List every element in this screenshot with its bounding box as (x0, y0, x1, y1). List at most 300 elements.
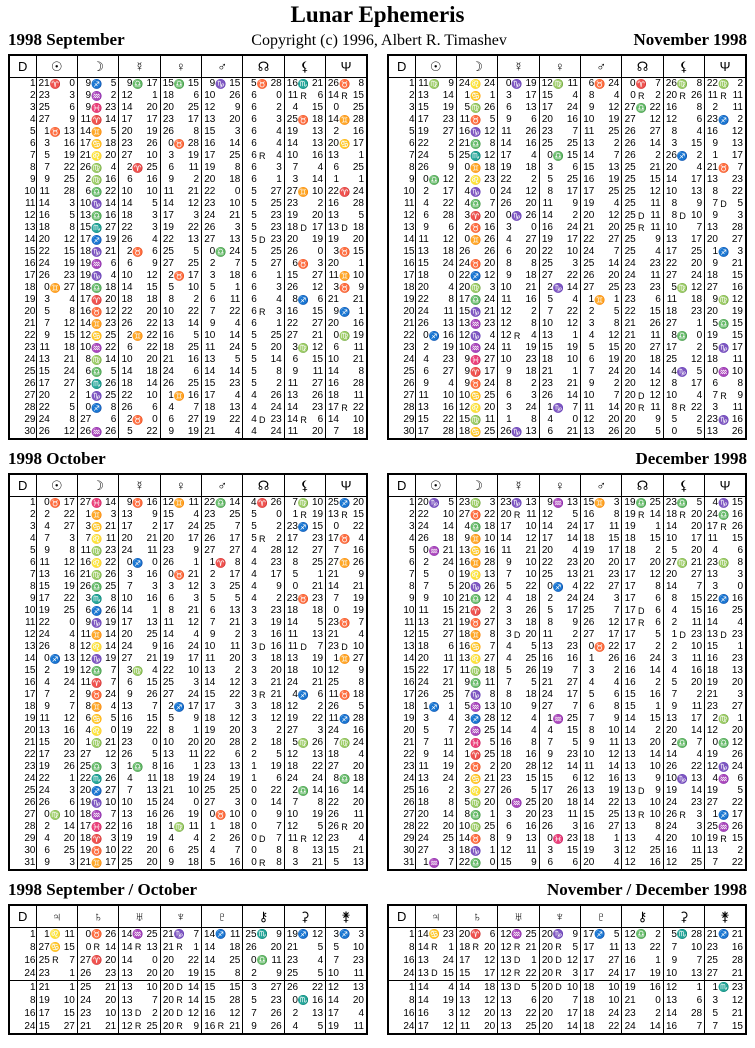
lilith-cell: 26 22 (663, 761, 704, 773)
lilith-cell: 18 10 (284, 665, 325, 677)
node-cell: 0 22 (243, 785, 284, 797)
day-cell: 20 (403, 725, 415, 736)
sun-icon: ☉ (415, 55, 456, 78)
jupiter-icon: ♃ (415, 905, 456, 928)
sun-cell: 9 15 (36, 330, 77, 342)
lilith-cell: 3 ♍ 12 (284, 342, 325, 354)
lilith-cell: 3 15 (663, 138, 704, 150)
lilith-cell: 0 5 (663, 426, 704, 439)
sun-cell: 13 16 (36, 569, 77, 581)
lilith-cell: 14 23 (284, 402, 325, 414)
day-cell: 27 (403, 390, 415, 401)
selena-cell: 4 ♑ 15 (705, 497, 746, 510)
mercury-cell: 26 6 (119, 402, 160, 414)
sep-oct-outer-planets-table (8, 904, 368, 1035)
neptune-cell: 20 ♑ 9 (539, 928, 580, 942)
day-row (9, 981, 367, 995)
day-row (9, 234, 367, 246)
lilith-cell: 20 4 (663, 162, 704, 174)
node-cell: 14 15 (622, 713, 663, 725)
moon-cell: 15 ♑ 21 (456, 306, 497, 318)
selena-cell: 7 22 (705, 857, 746, 870)
moon-cell: 9 ♈ 17 (456, 366, 497, 378)
day-row (9, 102, 367, 114)
selena-cell: 7 19 (326, 593, 367, 605)
selena-cell: 16 14 (326, 785, 367, 797)
day-cell: 28 (403, 821, 415, 832)
day-row (9, 653, 367, 665)
node-cell: 25 D 11 (622, 210, 663, 222)
lilith-cell: 15 27 (284, 270, 325, 282)
moon-cell: 14 ♉ 8 (456, 833, 497, 845)
mercury-cell: 17 2 (119, 521, 160, 533)
venus-cell: 8 1 (160, 725, 201, 737)
chiron-cell: 17 19 (622, 967, 663, 981)
sun-cell: 24 8 (36, 414, 77, 426)
sun-cell: 9 8 (36, 545, 77, 557)
september-ephemeris-table (8, 54, 368, 440)
mars-cell: 20 4 (581, 857, 622, 870)
mars-cell: 3 25 (202, 581, 243, 593)
mars-cell: 16 8 (581, 509, 622, 521)
december-block (387, 440, 747, 871)
venus-cell: 22 23 (539, 557, 580, 569)
mercury-cell: 1 8 (498, 414, 539, 426)
day-row (9, 270, 367, 282)
day-row (388, 138, 746, 150)
node-cell: 4 9 (243, 581, 284, 593)
moon-cell: 10 ♋ 25 (456, 390, 497, 402)
mars-cell: 21 23 (581, 569, 622, 581)
day-column-header: D (388, 55, 415, 78)
lilith-cell: 17 2 (663, 342, 704, 354)
venus-cell: 14 2 (539, 210, 580, 222)
venus-cell: 1 ♒ 25 (539, 713, 580, 725)
sun-cell: 15 19 (36, 581, 77, 593)
selena-cell: 11 R 11 (705, 90, 746, 102)
sun-cell: 2 17 (415, 186, 456, 198)
sun-cell: 1 ♐ 1 (415, 701, 456, 713)
venus-cell: 7 5 (539, 737, 580, 749)
day-row (9, 402, 367, 414)
moon-cell: 9 ♎ 11 (456, 677, 497, 689)
mercury-cell: 16 15 (119, 713, 160, 725)
mercury-cell: 25 20 (119, 857, 160, 870)
chiron-cell: 23 2 (622, 1007, 663, 1020)
mercury-cell: 9 18 (498, 366, 539, 378)
node-cell: 25 15 (622, 174, 663, 186)
lilith-cell: 14 5 (284, 617, 325, 629)
day-row (9, 378, 367, 390)
pluto-cell: 15 8 (202, 967, 243, 981)
day-cell: 18 (403, 701, 415, 712)
lilith-cell: 4 16 (663, 665, 704, 677)
moon-cell: 13 ♒ 23 (456, 318, 497, 330)
day-row (388, 1007, 746, 1020)
day-cell: 21 (403, 737, 415, 748)
venus-cell: 0 ♉ 28 (160, 138, 201, 150)
pluto-cell: 16 12 (202, 1007, 243, 1020)
sun-icon: ☉ (415, 474, 456, 497)
day-row (9, 785, 367, 797)
day-cell: 31 (24, 857, 36, 868)
mercury-cell: 26 5 (498, 785, 539, 797)
selena-cell: 9 13 (705, 138, 746, 150)
day-row (9, 294, 367, 306)
mars-cell: 5 6 (581, 689, 622, 701)
day-row (388, 749, 746, 761)
mercury-cell: 4 18 (498, 593, 539, 605)
node-cell: 13 8 (622, 821, 663, 833)
sun-cell: 7 11 (415, 737, 456, 749)
uranus-cell: 13 25 (498, 1020, 539, 1034)
sun-cell: 15 24 (36, 366, 77, 378)
day-cell: 24 (403, 773, 415, 784)
lilith-cell: 8 9 (663, 198, 704, 210)
mercury-cell: 20 25 (119, 629, 160, 641)
lilith-cell: 2 11 (663, 617, 704, 629)
mercury-icon: ☿ (119, 474, 160, 497)
day-row (388, 809, 746, 821)
day-row (388, 378, 746, 390)
venus-cell: 3 15 (539, 845, 580, 857)
day-row (9, 629, 367, 641)
day-cell: 7 (408, 569, 415, 580)
day-row (388, 689, 746, 701)
day-cell: 1 (408, 78, 415, 89)
lilith-cell: 4 15 (284, 102, 325, 114)
day-row (9, 150, 367, 162)
lilith-cell: 4 15 (663, 605, 704, 617)
node-cell: 25 9 (622, 234, 663, 246)
day-row (388, 569, 746, 581)
node-cell: 3 18 (243, 653, 284, 665)
neptune-cell: 21 R 1 (160, 941, 201, 954)
day-cell: 14 (24, 234, 36, 245)
lilith-cell: 2 ♎ 7 (663, 737, 704, 749)
mercury-cell: 20 R 11 (498, 509, 539, 521)
mercury-cell: 12 8 (498, 318, 539, 330)
day-cell: 27 (24, 809, 36, 820)
day-cell: 1 (29, 928, 36, 940)
lilith-cell: 18 R 20 (663, 509, 704, 521)
day-cell: 12 (403, 210, 415, 221)
day-row (9, 426, 367, 439)
day-row (388, 222, 746, 234)
pluto-cell: 15 15 (202, 981, 243, 995)
selena-cell: 4 6 (705, 545, 746, 557)
mars-cell: 25 7 (202, 521, 243, 533)
mars-cell: 9 4 (202, 318, 243, 330)
lilith-cell: 8 D 10 (663, 210, 704, 222)
pluto-cell: 17 24 (581, 967, 622, 981)
mercury-cell: 17 10 (498, 521, 539, 533)
mars-cell: 25 25 (202, 785, 243, 797)
day-cell: 4 (29, 114, 36, 125)
day-cell: 10 (403, 186, 415, 197)
sun-cell: 24 11 (415, 306, 456, 318)
moon-cell: 11 ♈ 14 (77, 114, 118, 126)
mercury-cell: 0 ♒ 25 (498, 797, 539, 809)
moon-cell: 21 ♈ 2 (456, 605, 497, 617)
day-cell: 27 (403, 809, 415, 820)
day-cell: 11 (404, 198, 415, 209)
day-cell: 19 (24, 713, 36, 724)
uranus-cell: 13 7 (119, 994, 160, 1007)
selena-cell: 5 21 (705, 1007, 746, 1020)
day-cell: 24 (24, 773, 36, 784)
mercury-cell: 3 17 (498, 90, 539, 102)
mercury-cell: 6 22 (119, 342, 160, 354)
mars-cell: 6 11 (202, 294, 243, 306)
mercury-cell: 11 26 (498, 126, 539, 138)
selena-cell: 18 4 (326, 749, 367, 761)
day-row (9, 569, 367, 581)
jupiter-cell: 23 1 (36, 967, 77, 981)
mercury-cell: 11 16 (498, 294, 539, 306)
day-row (388, 366, 746, 378)
venus-cell: 5 10 (160, 282, 201, 294)
venus-cell: 15 6 (539, 773, 580, 785)
day-row (9, 797, 367, 809)
node-cell: 18 2 (622, 545, 663, 557)
lilith-cell: 11 13 (284, 629, 325, 641)
sun-cell: 17 27 (36, 378, 77, 390)
moon-cell: 19 ♑ 4 (77, 270, 118, 282)
chiron-cell: 7 26 (243, 1007, 284, 1020)
mars-cell: 9 2 (202, 629, 243, 641)
selena-cell: 19 20 (705, 677, 746, 689)
moon-cell: 18 ♋ 25 (456, 426, 497, 439)
lilith-cell: 8 25 (284, 557, 325, 569)
venus-cell: 9 ♒ 13 (539, 497, 580, 510)
day-cell: 7 (29, 150, 36, 161)
mars-cell: 5 5 (202, 593, 243, 605)
moon-cell: 11 ♍ 18 (456, 665, 497, 677)
day-row (9, 545, 367, 557)
moon-cell: 18 ♑ 21 (77, 246, 118, 258)
neptune-cell: 20 R 9 (160, 1020, 201, 1034)
venus-cell: 4 0 (539, 414, 580, 426)
venus-cell: 15 4 (539, 90, 580, 102)
node-cell: 23 23 (622, 282, 663, 294)
node-cell: 6 3 (243, 114, 284, 126)
node-cell: 5 D 23 (243, 234, 284, 246)
lilith-cell: 16 11 (663, 845, 704, 857)
day-cell: 15 (24, 665, 36, 676)
mercury-cell: 3 16 (119, 569, 160, 581)
sun-cell: 17 22 (36, 593, 77, 605)
venus-cell: 23 9 (160, 545, 201, 557)
selena-cell: 12 13 (326, 981, 367, 995)
day-row (388, 941, 746, 954)
proserpina-cell: 23 4 (284, 954, 325, 967)
day-cell: 11 (25, 617, 36, 628)
moon-cell: 11 ♊ 14 (77, 629, 118, 641)
node-cell: 19 ♎ 25 (622, 497, 663, 510)
moon-cell: 19 ♒ 6 (77, 258, 118, 270)
venus-cell: 27 24 (160, 689, 201, 701)
moon-cell: 10 ♍ 25 (456, 821, 497, 833)
node-cell: 20 5 (622, 426, 663, 439)
node-cell: 0 ♈ 7 (622, 78, 663, 91)
node-cell: 16 2 (622, 677, 663, 689)
neptune-cell: 20 R 14 (160, 994, 201, 1007)
moon-cell: 21 ♎ 8 (456, 138, 497, 150)
day-cell: 1 (29, 78, 36, 89)
day-cell: 2 (408, 90, 415, 101)
moon-cell: 19 ♉ 27 (456, 617, 497, 629)
selena-cell: 19 20 (326, 234, 367, 246)
moon-cell: 17 ♐ 19 (77, 234, 118, 246)
sun-cell: 11 19 (415, 761, 456, 773)
lilith-cell: 7 8 (284, 797, 325, 809)
mercury-cell: 24 11 (119, 545, 160, 557)
lilith-cell: 10 7 (663, 222, 704, 234)
mercury-icon: ☿ (498, 55, 539, 78)
mercury-cell: 0 ♑ 26 (498, 210, 539, 222)
mars-cell: 2 17 (202, 569, 243, 581)
mercury-cell: 12 11 (498, 845, 539, 857)
sun-cell: 22 17 (415, 665, 456, 677)
lilith-cell: 11 18 (663, 294, 704, 306)
day-cell: 9 (29, 593, 36, 604)
day-cell: 26 (403, 797, 415, 808)
lilith-cell: 2 ♎ 14 (284, 785, 325, 797)
day-row (9, 330, 367, 342)
selena-cell: 19 15 (705, 330, 746, 342)
mercury-cell: 13 9 (119, 509, 160, 521)
moon-cell: 2 ♌ 23 (456, 174, 497, 186)
venus-cell: 6 6 (539, 857, 580, 870)
sun-cell: 9 3 (36, 857, 77, 870)
venus-cell: 27 22 (539, 270, 580, 282)
mercury-cell: 3 20 (498, 809, 539, 821)
mars-cell: 26 17 (202, 533, 243, 545)
day-row (388, 797, 746, 809)
node-cell: 5 23 (243, 222, 284, 234)
october-block (8, 440, 368, 871)
mercury-cell: 10 9 (498, 701, 539, 713)
sun-cell: 25 6 (36, 102, 77, 114)
day-row (388, 677, 746, 689)
node-cell: 17 6 (622, 593, 663, 605)
mars-cell: 22 6 (202, 749, 243, 761)
venus-cell: 2 ♐ 17 (160, 701, 201, 713)
saturn-cell: 15 17 (456, 967, 497, 981)
node-cell: 20 18 (622, 354, 663, 366)
node-cell: 27 12 (622, 114, 663, 126)
sun-cell: 13 16 (415, 402, 456, 414)
selena-cell: 23 ♐ 2 (705, 114, 746, 126)
moon-cell: 19 ♉ 10 (77, 845, 118, 857)
mars-cell: 16 14 (202, 138, 243, 150)
pluto-cell: 16 R 21 (202, 1020, 243, 1034)
day-row (9, 354, 367, 366)
day-cell: 20 (24, 725, 36, 736)
sun-cell: 2 14 (36, 821, 77, 833)
saturn-cell: 13 12 (456, 994, 497, 1007)
venus-cell: 21 16 (160, 354, 201, 366)
day-row (388, 246, 746, 258)
selena-cell: 14 20 (326, 994, 367, 1007)
day-row (388, 545, 746, 557)
lilith-cell: 1 D 23 (663, 629, 704, 641)
saturn-cell: 23 10 (77, 1007, 118, 1020)
mercury-cell: 6 16 (498, 821, 539, 833)
sun-cell: 24 25 (415, 833, 456, 845)
node-icon: ☊ (622, 474, 663, 497)
moon-cell: 2 ♒ 25 (456, 725, 497, 737)
day-cell: 24 (403, 354, 415, 365)
mercury-cell: 7 10 (498, 569, 539, 581)
selena-cell: 0 ♒ 10 (705, 366, 746, 378)
selena-cell: 25 28 (705, 954, 746, 967)
selena-cell: 26 R 20 (326, 821, 367, 833)
mars-cell: 10 14 (202, 330, 243, 342)
mercury-cell: 6 13 (498, 102, 539, 114)
selena-cell: 3 ♉ 15 (326, 246, 367, 258)
node-cell: 4 2 (243, 593, 284, 605)
selena-cell: 24 16 (326, 725, 367, 737)
mercury-cell: 11 21 (498, 545, 539, 557)
mars-cell: 14 14 (202, 366, 243, 378)
mercury-cell: 2 ♊ 22 (119, 330, 160, 342)
day-row (9, 617, 367, 629)
day-cell: 6 (29, 138, 36, 149)
moon-cell: 7 ♑ 8 (456, 689, 497, 701)
lilith-cell: 3 21 (284, 857, 325, 870)
moon-cell: 18 ♒ 7 (77, 809, 118, 821)
mercury-cell: 22 10 (119, 390, 160, 402)
sun-cell: 6 27 (415, 366, 456, 378)
venus-cell: 1 ♑ 7 (539, 402, 580, 414)
node-cell: 26 14 (622, 138, 663, 150)
sun-cell: 13 24 (415, 773, 456, 785)
node-cell: 21 11 (622, 330, 663, 342)
mercury-cell: 1 ♎ 8 (119, 761, 160, 773)
selena-cell: 9 ♐ 1 (326, 306, 367, 318)
mars-cell: 9 2 (581, 378, 622, 390)
node-cell: 26 27 (622, 126, 663, 138)
node-cell: 6 2 (243, 102, 284, 114)
header-row (388, 905, 746, 928)
lilith-icon: ⚸ (284, 474, 325, 497)
selena-cell: 16 28 (326, 378, 367, 390)
proserpina-cell: 26 22 (284, 981, 325, 995)
mars-cell: 17 25 (581, 186, 622, 198)
mercury-cell: 2 ♉ 0 (119, 414, 160, 426)
sun-cell: 9 6 (415, 222, 456, 234)
venus-cell: 25 3 (539, 258, 580, 270)
mercury-cell: 14 4 (498, 725, 539, 737)
lilith-cell: 8 ♐ 6 (284, 294, 325, 306)
chiron-cell: 16 1 (622, 954, 663, 967)
jupiter-cell: 15 27 (36, 1020, 77, 1034)
venus-cell: 10 22 (160, 306, 201, 318)
lilith-cell: 26 R 3 (663, 809, 704, 821)
mercury-cell: 9 26 (119, 689, 160, 701)
moon-cell: 4 ♌ 0 (77, 725, 118, 737)
venus-cell: 23 21 (539, 378, 580, 390)
mercury-cell: 16 8 (498, 737, 539, 749)
selena-cell: 2 11 (705, 102, 746, 114)
venus-cell: 21 27 (539, 677, 580, 689)
lilith-cell: 16 15 (284, 306, 325, 318)
sun-cell: 5 19 (36, 150, 77, 162)
mars-cell: 27 17 (581, 629, 622, 641)
mars-cell: 24 7 (581, 246, 622, 258)
